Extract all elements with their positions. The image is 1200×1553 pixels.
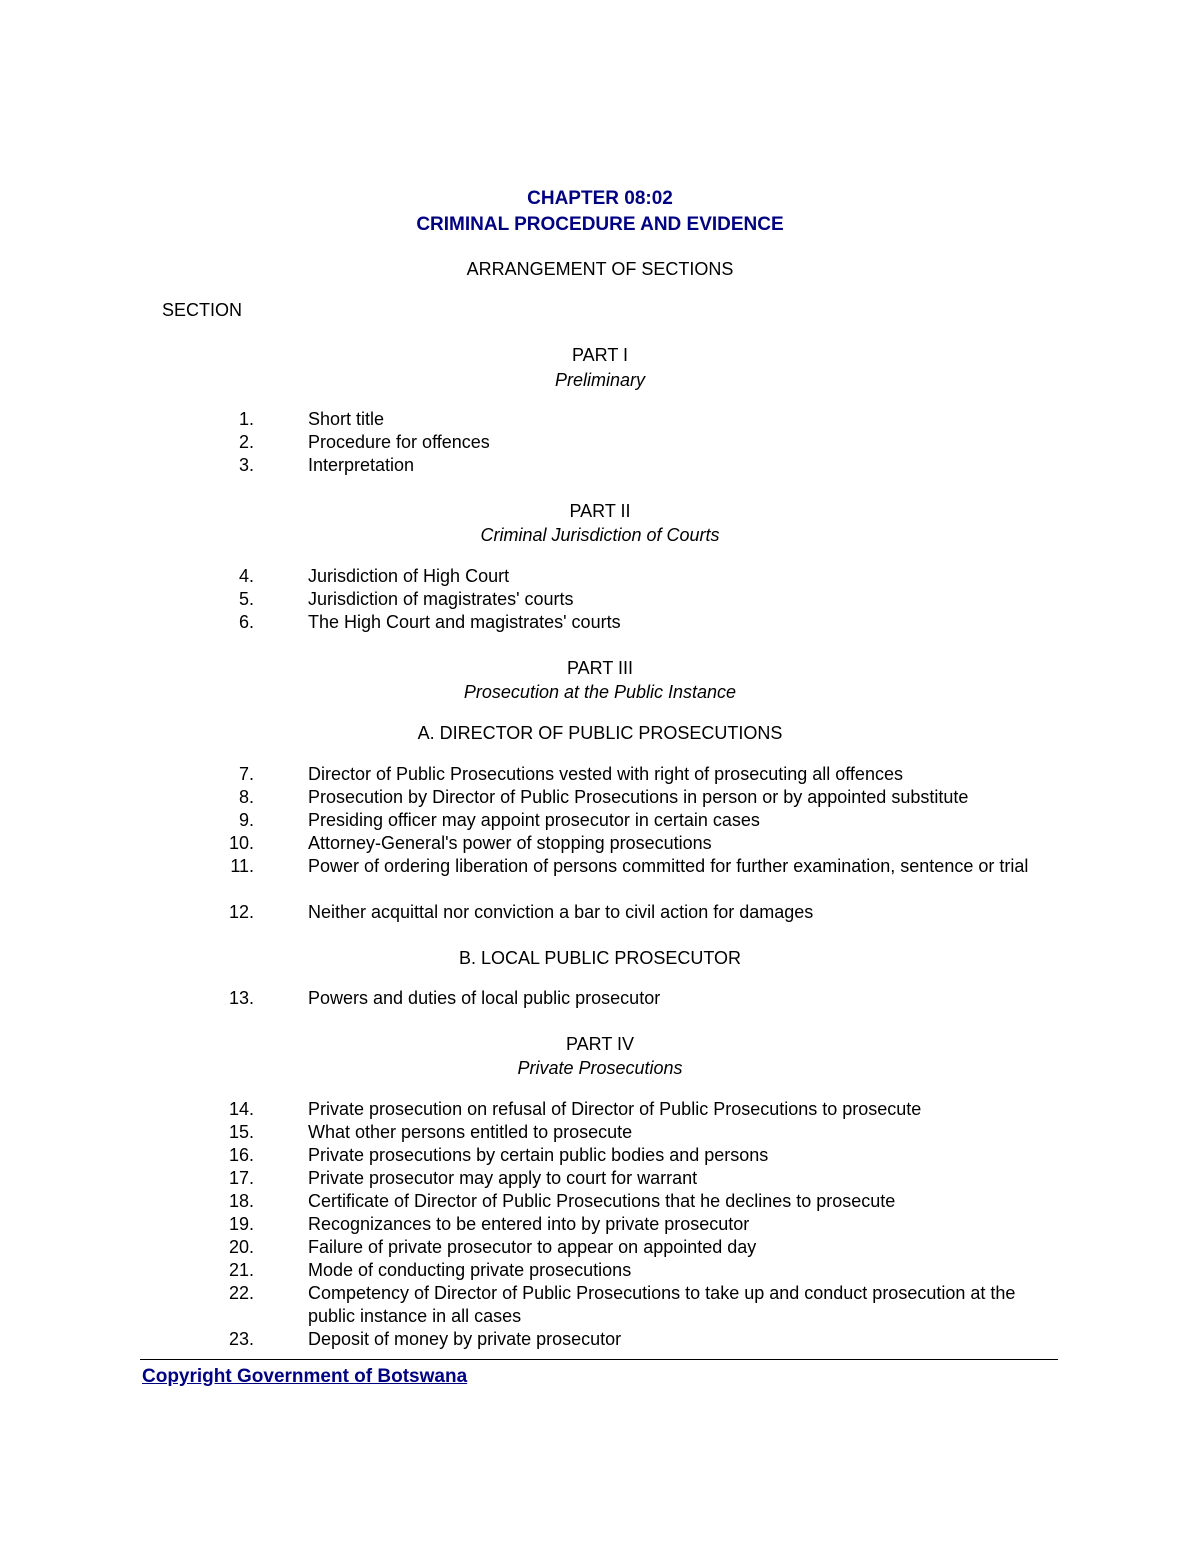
part-subtitle: Criminal Jurisdiction of Courts — [480, 525, 720, 545]
section-title: Jurisdiction of High Court — [308, 566, 510, 586]
part-heading: PART III — [566, 658, 634, 678]
subheading: A. DIRECTOR OF PUBLIC PROSECUTIONS — [417, 723, 783, 743]
section-number: 15. — [228, 1122, 254, 1142]
section-number: 11. — [230, 856, 254, 876]
section-title: Failure of private prosecutor to appear on appointed day — [308, 1237, 757, 1257]
section-title: What other persons entitled to prosecute — [308, 1122, 633, 1142]
section-title: Mode of conducting private prosecutions — [308, 1260, 632, 1280]
section-title: Recognizances to be entered into by private prosecutor — [308, 1214, 750, 1234]
section-title: Attorney-General's power of stopping prosecutions — [308, 833, 712, 853]
section-number: 13. — [228, 988, 254, 1008]
section-number: 17. — [228, 1168, 254, 1188]
section-title: Jurisdiction of magistrates' courts — [308, 589, 574, 609]
section-number: 1. — [238, 409, 254, 429]
section-number: 12. — [228, 902, 254, 922]
section-number: 18. — [228, 1191, 254, 1211]
section-title: Procedure for offences — [308, 432, 490, 452]
section-title: Neither acquittal nor conviction a bar to civil action for damages — [308, 902, 814, 922]
section-title: Private prosecutor may apply to court for warrant — [308, 1168, 698, 1188]
section-title: Deposit of money by private prosecutor — [308, 1329, 622, 1349]
section-column-label: SECTION — [162, 300, 243, 320]
section-title: Prosecution by Director of Public Prosecutions in person or by appointed substitute — [308, 787, 969, 807]
section-title: Competency of Director of Public Prosecutions to take up and conduct prosecution at the public instance in all cases — [308, 1283, 1016, 1326]
section-number: 14. — [228, 1099, 254, 1119]
arrangement-heading: ARRANGEMENT OF SECTIONS — [466, 259, 734, 279]
subheading: B. LOCAL PUBLIC PROSECUTOR — [458, 948, 742, 968]
section-number: 8. — [238, 787, 254, 807]
section-number: 16. — [228, 1145, 254, 1165]
part-heading: PART IV — [565, 1034, 635, 1054]
chapter-title: CRIMINAL PROCEDURE AND EVIDENCE — [416, 214, 784, 235]
section-number: 4. — [238, 566, 254, 586]
section-title: Private prosecutions by certain public bodies and persons — [308, 1145, 769, 1165]
part-subtitle: Private Prosecutions — [517, 1058, 683, 1078]
section-title: Presiding officer may appoint prosecutor in certain cases — [308, 810, 760, 830]
part-heading: PART I — [571, 345, 629, 365]
section-number: 19. — [228, 1214, 254, 1234]
section-title: Private prosecution on refusal of Director of Public Prosecutions to prosecute — [308, 1099, 922, 1119]
section-number: 2. — [238, 432, 254, 452]
copyright-link[interactable]: Copyright Government of Botswana — [142, 1366, 468, 1387]
section-number: 9. — [238, 810, 254, 830]
section-title: Certificate of Director of Public Prosecutions that he declines to prosecute — [308, 1191, 896, 1211]
section-number: 10. — [228, 833, 254, 853]
section-title: Short title — [308, 409, 385, 429]
section-number: 3. — [238, 455, 254, 475]
section-number: 5. — [238, 589, 254, 609]
section-number: 22. — [228, 1283, 254, 1303]
part-subtitle: Preliminary — [554, 370, 646, 390]
section-number: 23. — [228, 1329, 254, 1349]
section-title: Director of Public Prosecutions vested with right of prosecuting all offences — [308, 764, 903, 784]
section-number: 7. — [238, 764, 254, 784]
section-number: 21. — [228, 1260, 254, 1280]
section-number: 20. — [228, 1237, 254, 1257]
section-number: 6. — [238, 612, 254, 632]
section-title: Interpretation — [308, 455, 415, 475]
section-title: Powers and duties of local public prosecutor — [308, 988, 661, 1008]
part-subtitle: Prosecution at the Public Instance — [463, 682, 737, 702]
section-title: The High Court and magistrates' courts — [308, 612, 621, 632]
footer-divider — [140, 1359, 1058, 1360]
section-title: Power of ordering liberation of persons committed for further examination, sentence or trial — [308, 856, 1029, 876]
chapter-number: CHAPTER 08:02 — [527, 188, 673, 209]
part-heading: PART II — [569, 501, 631, 521]
